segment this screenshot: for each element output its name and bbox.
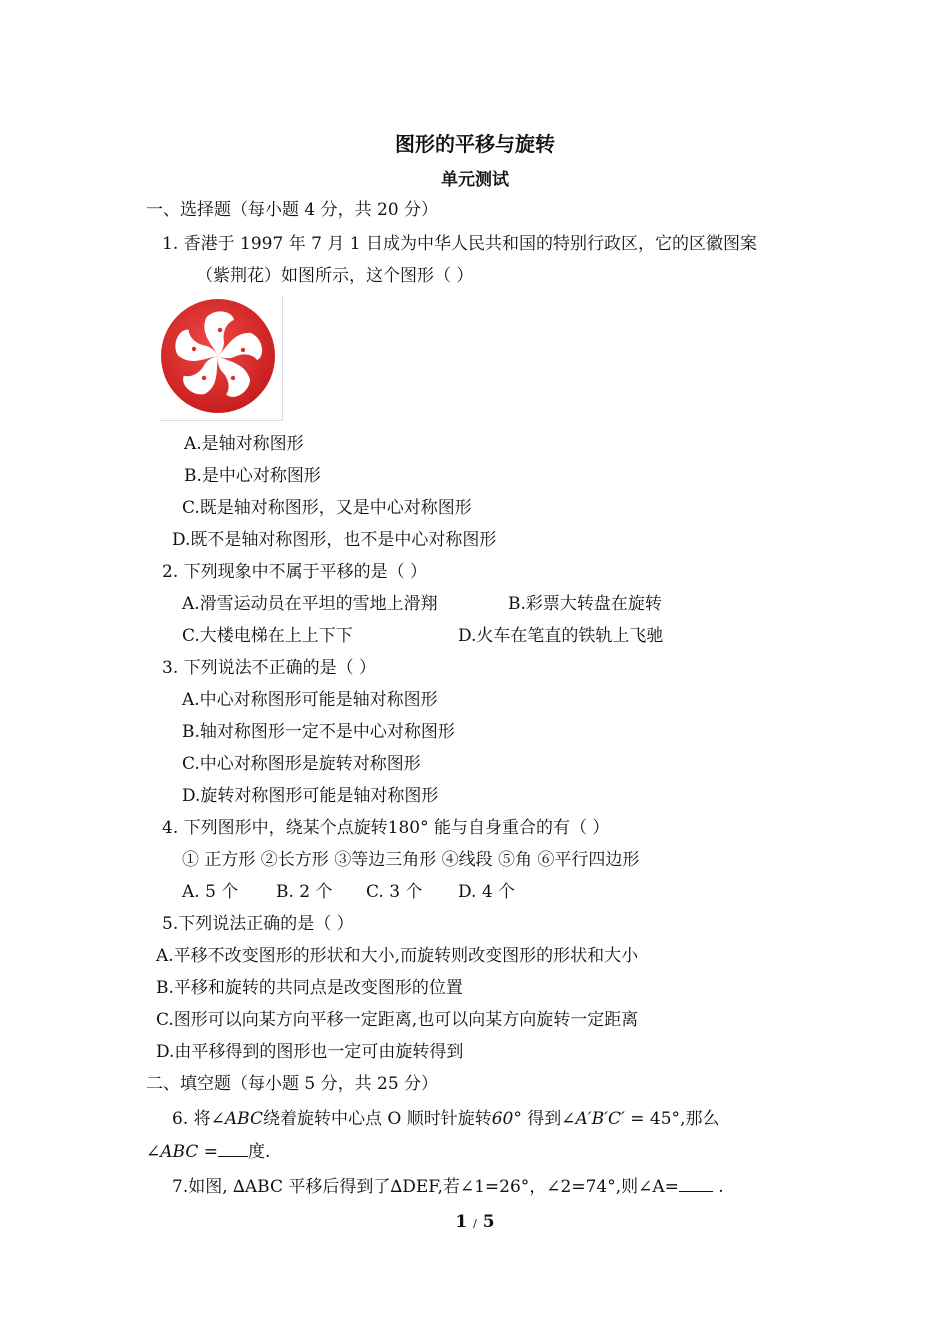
- q4-stem: [162, 817, 609, 839]
- q2-stem: 2. 下列现象中不属于平移的是（ ）: [162, 562, 428, 582]
- page-separator: /: [473, 1217, 477, 1230]
- q1-stem-line1: 1. 香港于 1997 年 7 月 1 日成为中华人民共和国的特别行政区，它的区徽图案: [162, 234, 757, 254]
- q2-option-c: C.大楼电梯在上上下下: [182, 626, 353, 646]
- q6-eq: = 45°: [624, 1109, 681, 1129]
- page-current: 1: [455, 1212, 468, 1232]
- bauhinia-flower-icon: [160, 296, 282, 420]
- q2-option-b: B.彩票大转盘在旋转: [508, 594, 662, 614]
- q6-mid: 绕着旋转中心点 O 顺时针旋转: [262, 1109, 492, 1129]
- q1-option-a: A.是轴对称图形: [184, 434, 304, 454]
- section-choice-heading: 一、选择题（每小题 4 分，共 20 分）: [146, 200, 439, 220]
- q7-pre: 7.如图, ∆ABC 平移后得到了∆DEF,若∠1=26°，∠2=74°,则∠A=: [172, 1177, 679, 1197]
- q2-option-d: D.火车在笔直的铁轨上飞驰: [458, 626, 664, 646]
- bauhinia-emblem-image: [160, 296, 283, 421]
- q4-option-b: B. 2 个: [276, 882, 333, 902]
- q3-stem: 3. 下列说法不正确的是（ ）: [162, 658, 377, 678]
- q2-option-a: A.滑雪运动员在平坦的雪地上滑翔: [182, 594, 438, 614]
- q6-line2-eq: =: [198, 1142, 218, 1162]
- q6-mid2: 得到: [521, 1109, 562, 1129]
- q4-option-c: C. 3 个: [366, 882, 423, 902]
- q6-post: ,那么: [680, 1109, 720, 1129]
- q7-stem: [172, 1175, 724, 1198]
- q3-option-c: C.中心对称图形是旋转对称图形: [182, 754, 421, 774]
- q5-option-c: C.图形可以向某方向平移一定距离,也可以向某方向旋转一定距离: [156, 1010, 639, 1030]
- q3-option-b: B.轴对称图形一定不是中心对称图形: [182, 722, 455, 742]
- q5-option-a: A.平移不改变图形的形状和大小,而旋转则改变图形的形状和大小: [156, 946, 639, 966]
- q4-stem-pre: 4. 下列图形中，绕某个点旋转: [162, 818, 388, 838]
- q1-option-d: D.既不是轴对称图形，也不是中心对称图形: [172, 530, 497, 550]
- q4-stem-post: 能与自身重合的有（ ）: [428, 818, 610, 838]
- page-subtitle: 单元测试: [441, 170, 509, 190]
- q3-option-d: D.旋转对称图形可能是轴对称图形: [182, 786, 439, 806]
- q5-option-d: D.由平移得到的图形也一定可由旋转得到: [156, 1042, 464, 1062]
- q5-option-b: B.平移和旋转的共同点是改变图形的位置: [156, 978, 463, 998]
- page-title: 图形的平移与旋转: [395, 132, 555, 156]
- q3-option-a: A.中心对称图形可能是轴对称图形: [182, 690, 438, 710]
- q4-items: ① 正方形 ②长方形 ③等边三角形 ④线段 ⑤角 ⑥平行四边形: [182, 850, 640, 870]
- q6-line2-angle: ∠ABC: [146, 1142, 199, 1162]
- q5-stem: 5.下列说法正确的是（ ）: [162, 914, 354, 934]
- q7-post: .: [712, 1177, 724, 1197]
- page-number: [0, 1212, 950, 1232]
- q7-answer-blank[interactable]: [679, 1175, 713, 1192]
- q6-stem-line1: [172, 1108, 719, 1130]
- section-fill-heading: 二、填空题（每小题 5 分，共 25 分）: [146, 1074, 439, 1094]
- q1-option-c: C.既是轴对称图形，又是中心对称图形: [182, 498, 472, 518]
- q4-option-d: D. 4 个: [458, 882, 516, 902]
- q4-angle: 180°: [387, 818, 429, 838]
- q6-answer-blank[interactable]: [218, 1140, 248, 1157]
- q6-angle-prime: ∠A′B′C′: [561, 1109, 625, 1129]
- q1-stem-line2: （紫荆花）如图所示，这个图形（ ）: [196, 266, 474, 286]
- q6-stem-line2: [146, 1140, 270, 1163]
- q6-line2-post: 度.: [248, 1142, 271, 1162]
- q6-pre: 6. 将: [172, 1109, 211, 1129]
- q4-option-a: A. 5 个: [182, 882, 239, 902]
- q6-angle-abc: ∠ABC: [210, 1109, 263, 1129]
- page-total: 5: [482, 1212, 495, 1232]
- q1-option-b: B.是中心对称图形: [184, 466, 321, 486]
- q6-rotation: 60°: [491, 1109, 522, 1129]
